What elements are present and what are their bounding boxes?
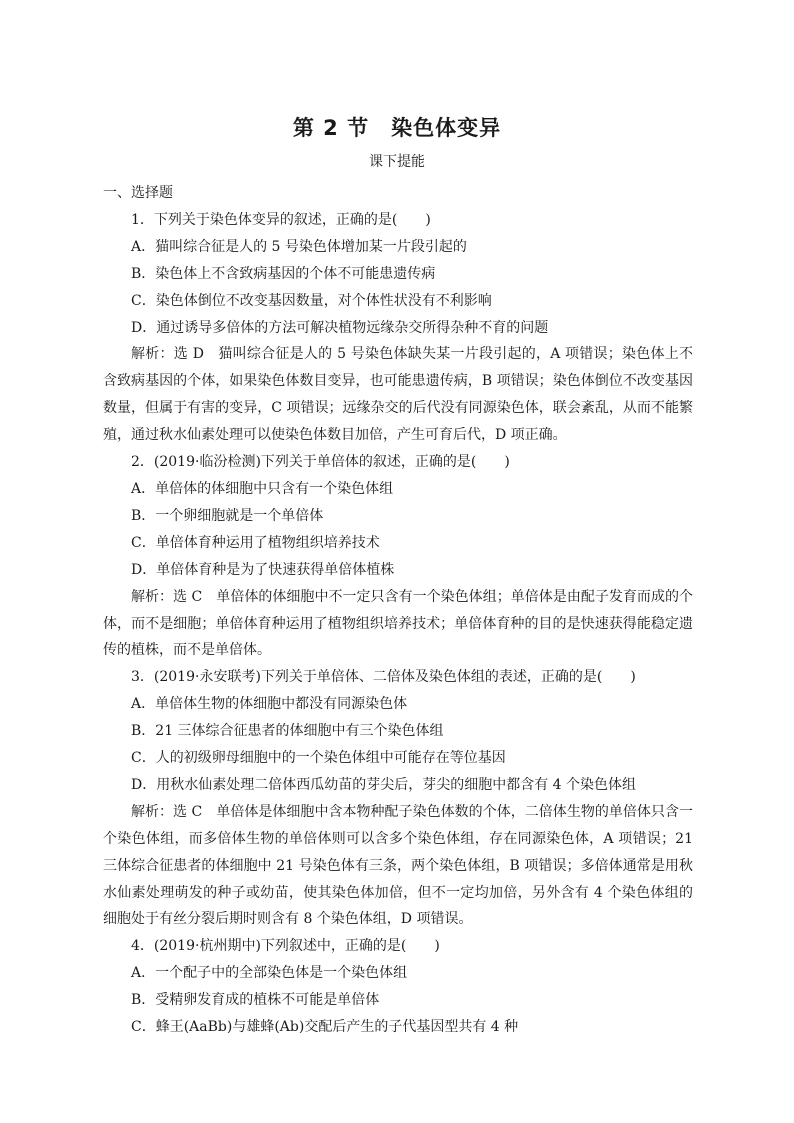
- question-1-analysis: 解析：选 D 猫叫综合征是人的 5 号染色体缺失某一片段引起的，A 项错误；染色体上不含致病基因的个体，如果染色体数目变异，也可能患遗传病，B 项错误；染色体倒位不改变基因数量，但属于有害的变异，C 项错误；远缘杂交的后代没有同源染色体，联会紊乱，从而不能繁殖，通过秋水仙素处理可以使染色体数目加倍，产生可育后代，D 项正确。: [103, 346, 693, 444]
- question-4-option-c: C．蜂王(AaBb)与雄蜂(Ab)交配后产生的子代基因型共有 4 种: [131, 1019, 519, 1036]
- question-4-option-b: B．受精卵发育成的植株不可能是单倍体: [131, 992, 380, 1009]
- question-3-option-c: C．人的初级卵母细胞中的一个染色体组中可能存在等位基因: [131, 750, 506, 767]
- question-4-option-a: A．一个配子中的全部染色体是一个染色体组: [131, 965, 408, 982]
- question-2-option-c: C．单倍体育种运用了植物组织培养技术: [131, 534, 380, 551]
- question-2-option-a: A．单倍体的体细胞中只含有一个染色体组: [131, 480, 394, 497]
- page-title: 第 2 节 染色体变异: [292, 116, 502, 140]
- question-1-stem: 1．下列关于染色体变异的叙述，正确的是( ): [131, 211, 431, 228]
- question-1-option-a: A．猫叫综合征是人的 5 号染色体增加某一片段引起的: [131, 238, 467, 255]
- question-3-option-a: A．单倍体生物的体细胞中都没有同源染色体: [131, 696, 408, 713]
- question-3-option-d: D．用秋水仙素处理二倍体西瓜幼苗的芽尖后，芽尖的细胞中都含有 4 个染色体组: [131, 776, 637, 793]
- question-1-option-b: B．染色体上不含致病基因的个体不可能患遗传病: [131, 265, 436, 282]
- question-2-option-b: B．一个卵细胞就是一个单倍体: [131, 507, 324, 524]
- question-3-analysis: 解析：选 C 单倍体是体细胞中含本物种配子染色体数的个体，二倍体生物的单倍体只含一个染色体组，而多倍体生物的单倍体则可以含多个染色体组，存在同源染色体，A 项错误；21 三体综合征患者的体细胞中 21 号染色体有三条，两个染色体组，B 项错误；多倍体通常是用秋水仙素处理萌发的种子或幼苗，使其染色体加倍，但不一定均加倍，另外含有 4 个染色体组的细胞处于有丝分裂后期时则含有 8 个染色体组，D 项错误。: [103, 803, 693, 928]
- question-2-stem: 2．(2019·临汾检测)下列关于单倍体的叙述，正确的是( ): [131, 454, 510, 471]
- question-3-stem: 3．(2019·永安联考)下列关于单倍体、二倍体及染色体组的表述，正确的是( ): [131, 669, 636, 686]
- question-2-analysis: 解析：选 C 单倍体的体细胞中不一定只含有一个染色体组；单倍体是由配子发育而成的个体，而不是细胞；单倍体育种运用了植物组织培养技术；单倍体育种的目的是快速获得能稳定遗传的植株，而不是单倍体。: [103, 588, 693, 659]
- section-heading: 一、选择题: [103, 185, 173, 201]
- question-1-option-c: C．染色体倒位不改变基因数量，对个体性状没有不利影响: [131, 292, 492, 309]
- question-2-option-d: D．单倍体育种是为了快速获得单倍体植株: [131, 561, 395, 578]
- question-3-option-b: B．21 三体综合征患者的体细胞中有三个染色体组: [131, 723, 444, 740]
- document-body: [103, 180, 693, 1041]
- question-1-option-d: D．通过诱导多倍体的方法可解决植物远缘杂交所得杂种不育的问题: [131, 319, 549, 336]
- question-4-stem: 4．(2019·杭州期中)下列叙述中，正确的是( ): [131, 938, 440, 955]
- page-subtitle: 课下提能: [369, 154, 425, 170]
